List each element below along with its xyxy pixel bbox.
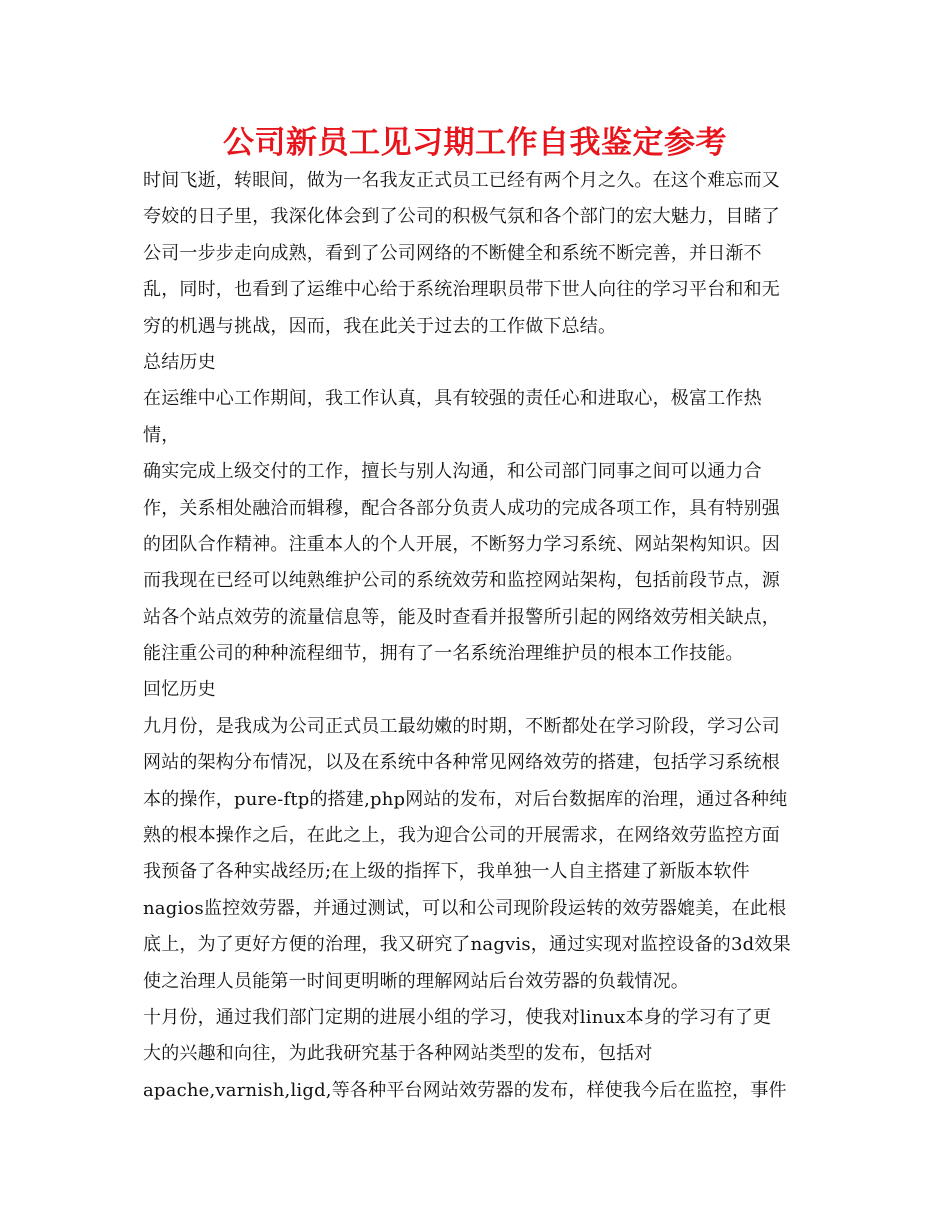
text-line: 作，关系相处融洽而辑穆，配合各部分负责人成功的完成各项工作，具有特别强 (143, 497, 780, 519)
text-line: 而我现在已经可以纯熟维护公司的系统效劳和监控网站架构，包括前段节点，源 (143, 570, 780, 592)
text-line: 能注重公司的种种流程细节，拥有了一名系统治理维护员的根本工作技能。 (143, 643, 744, 665)
text-line: 十月份，通过我们部门定期的进展小组的学习，使我对linux本身的学习有了更 (143, 1006, 772, 1028)
text-line: 九月份，是我成为公司正式员工最幼嫩的时期，不断都处在学习阶段，学习公司 (143, 715, 780, 737)
text-line: 情， (143, 424, 180, 446)
text-line: 底上，为了更好方便的治理，我又研究了nagvis，通过实现对监控设备的3d效果 (143, 934, 791, 956)
document-title: 公司新员工见习期工作自我鉴定参考 (223, 125, 727, 161)
text-line: 确实完成上级交付的工作，擅长与别人沟通，和公司部门同事之间可以通力合 (143, 461, 762, 483)
text-line: nagios监控效劳器，并通过测试，可以和公司现阶段运转的效劳器媲美，在此根 (143, 897, 787, 919)
text-line: 回忆历史 (143, 679, 216, 701)
text-line: apache,varnish,ligd,等各种平台网站效劳器的发布，样使我今后在监控，事件 (143, 1079, 787, 1101)
text-line: 时间飞逝，转眼间，做为一名我友正式员工已经有两个月之久。在这个难忘而又 (143, 170, 780, 191)
text-line: 在运维中心工作期间，我工作认真，具有较强的责任心和进取心，极富工作热 (143, 388, 762, 410)
text-line: 大的兴趣和向往，为此我研究基于各种网站类型的发布，包括对 (143, 1043, 653, 1065)
text-line: 使之治理人员能第一时间更明晰的理解网站后台效劳器的负载情况。 (143, 970, 689, 992)
text-line: 网站的架构分布情况，以及在系统中各种常见网络效劳的搭建，包括学习系统根 (143, 752, 780, 774)
text-line: 穷的机遇与挑战，因而，我在此关于过去的工作做下总结。 (143, 315, 617, 337)
text-line: 的团队合作精神。注重本人的个人开展，不断努力学习系统、网站架构知识。因 (143, 533, 780, 555)
text-line: 夸姣的日子里，我深化体会到了公司的积极气氛和各个部门的宏大魅力，目睹了 (143, 206, 780, 228)
text-line: 站各个站点效劳的流量信息等，能及时查看并报警所引起的网络效劳相关缺点， (143, 606, 780, 628)
document-body (143, 163, 823, 1109)
text-line: 本的操作，pure-ftp的搭建,php网站的发布，对后台数据库的治理，通过各种纯 (143, 788, 788, 810)
text-line: 熟的根本操作之后，在此之上，我为迎合公司的开展需求，在网络效劳监控方面 (143, 825, 780, 847)
text-line: 公司一步步走向成熟，看到了公司网络的不断健全和系统不断完善，并日渐不 (143, 242, 762, 264)
text-line: 乱，同时，也看到了运维中心给于系统治理职员带下世人向往的学习平台和和无 (143, 279, 780, 301)
text-line: 我预备了各种实战经历;在上级的指挥下，我单独一人自主搭建了新版本软件 (143, 861, 750, 883)
text-line: 总结历史 (143, 351, 216, 373)
